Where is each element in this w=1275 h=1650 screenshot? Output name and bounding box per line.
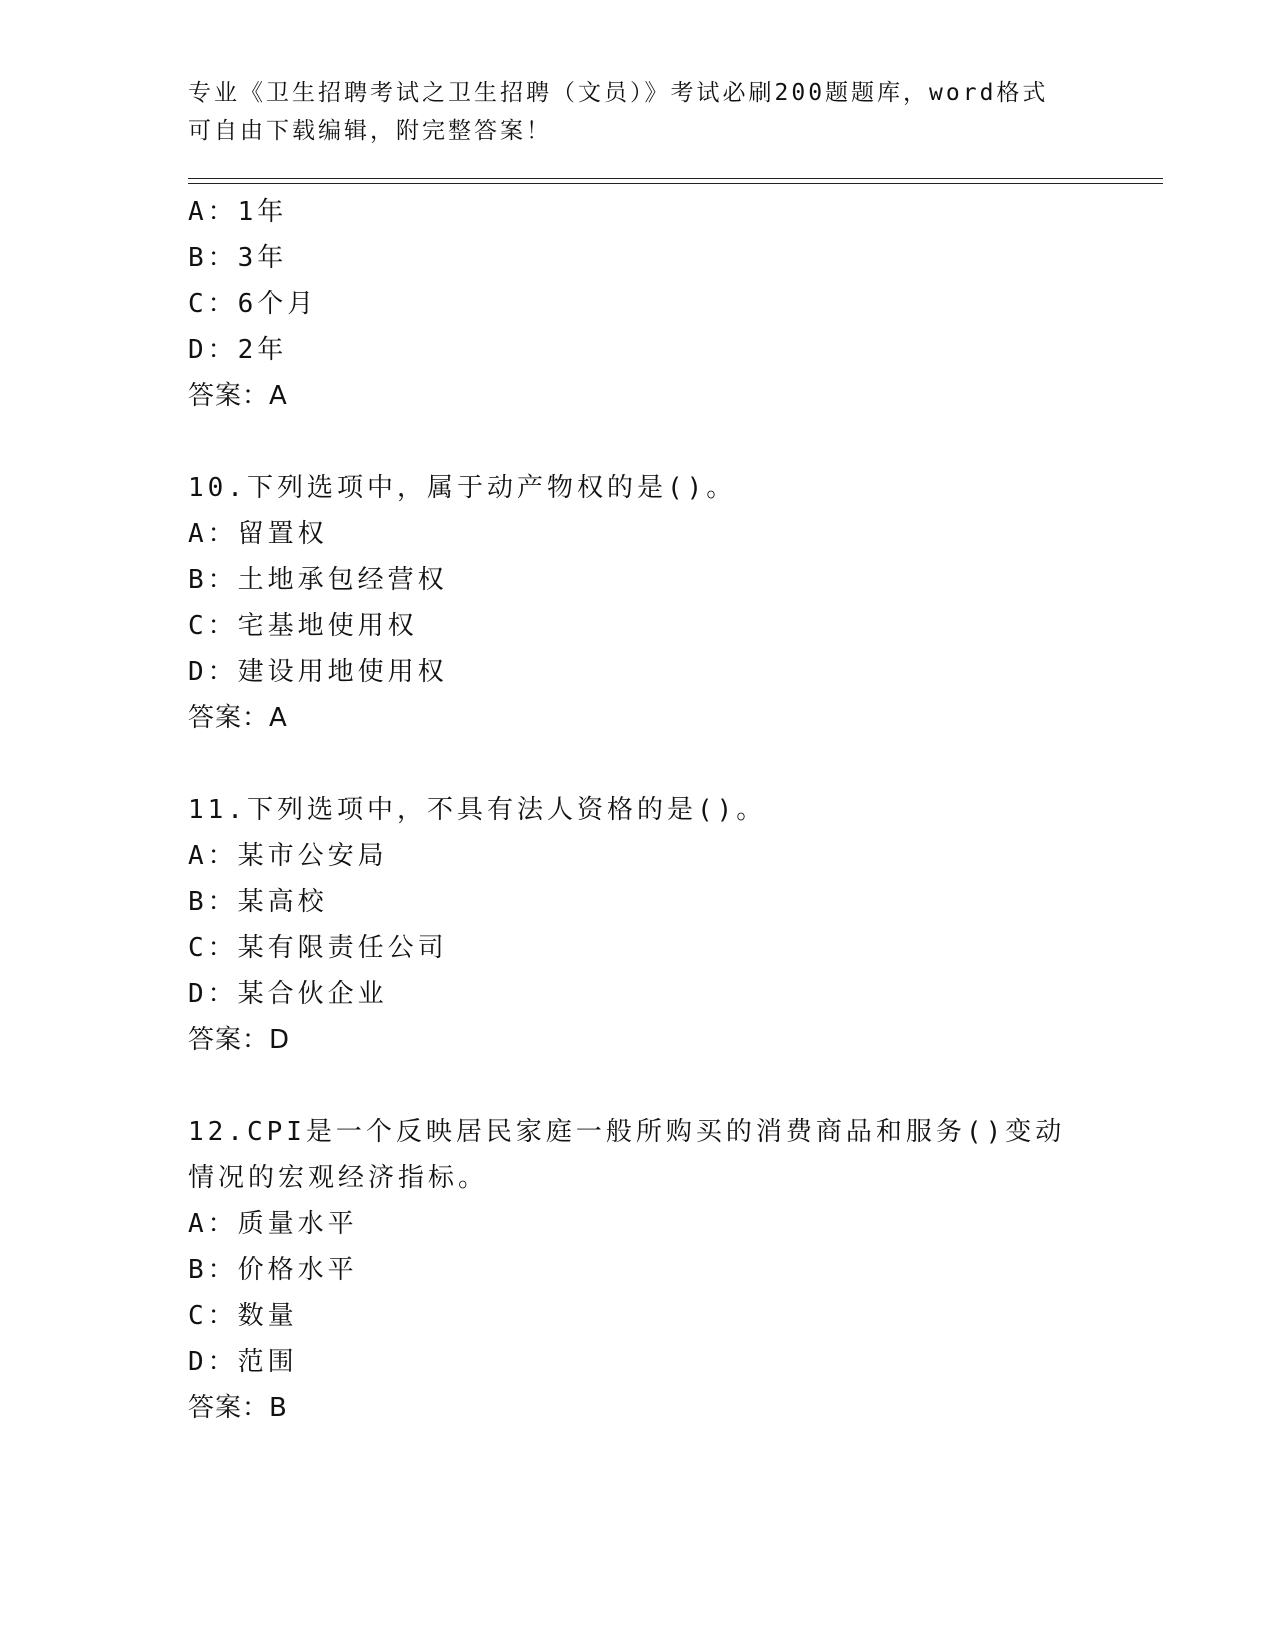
option-d: D：某合伙企业 bbox=[188, 979, 388, 1009]
option-d: D：范围 bbox=[188, 1347, 298, 1377]
option-b: B：某高校 bbox=[188, 887, 328, 917]
question-12 bbox=[188, 1109, 1078, 1431]
partial-question bbox=[188, 189, 1078, 419]
option-b: B：价格水平 bbox=[188, 1255, 358, 1285]
answer-line: 答案：B bbox=[188, 1393, 288, 1423]
answer-line: 答案：A bbox=[188, 381, 288, 411]
header-divider-top bbox=[188, 178, 1163, 179]
question-stem: 12.CPI是一个反映居民家庭一般所购买的消费商品和服务()变动情况的宏观经济指标。 bbox=[188, 1117, 1066, 1193]
document-body bbox=[188, 189, 1078, 1431]
answer-line: 答案：A bbox=[188, 703, 288, 733]
option-d: D：2年 bbox=[188, 335, 288, 365]
question-stem: 10.下列选项中，属于动产物权的是()。 bbox=[188, 473, 737, 503]
option-d: D：建设用地使用权 bbox=[188, 657, 448, 687]
option-b: B：3年 bbox=[188, 243, 288, 273]
option-a: A：某市公安局 bbox=[188, 841, 388, 871]
option-c: C：6个月 bbox=[188, 289, 318, 319]
option-a: A：留置权 bbox=[188, 519, 328, 549]
option-c: C：宅基地使用权 bbox=[188, 611, 418, 641]
document-header: 专业《卫生招聘考试之卫生招聘（文员）》考试必刷200题题库，word格式可自由下载编辑，附完整答案！ bbox=[188, 80, 1049, 144]
option-a: A：质量水平 bbox=[188, 1209, 358, 1239]
option-c: C：数量 bbox=[188, 1301, 298, 1331]
answer-line: 答案：D bbox=[188, 1025, 291, 1055]
question-11 bbox=[188, 787, 1078, 1063]
option-c: C：某有限责任公司 bbox=[188, 933, 448, 963]
header-divider-bottom bbox=[188, 183, 1163, 184]
question-10 bbox=[188, 465, 1078, 741]
question-stem: 11.下列选项中，不具有法人资格的是()。 bbox=[188, 795, 767, 825]
option-b: B：土地承包经营权 bbox=[188, 565, 448, 595]
option-a: A：1年 bbox=[188, 197, 288, 227]
